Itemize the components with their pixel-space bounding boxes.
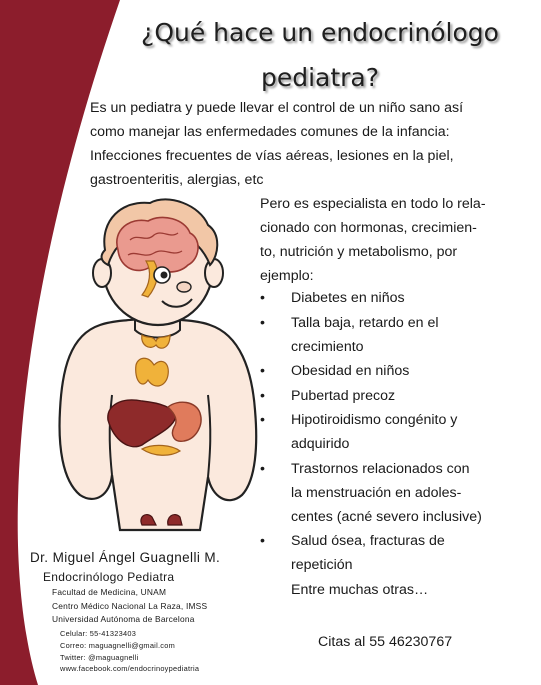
list-item: [260, 311, 535, 359]
list-item-text: centes (acné severo inclusive): [291, 508, 482, 525]
bullet-icon: •: [260, 387, 265, 404]
affiliation-item: Facultad de Medicina, UNAM: [52, 587, 167, 597]
list-item: [260, 359, 535, 383]
intro-line-4: gastroenteritis, alergias, etc: [90, 172, 264, 188]
intro-line-3: Infecciones frecuentes de vías aéreas, lesiones en la piel,: [90, 148, 454, 164]
specialty-line-2: cionado con hormonas, crecimien-: [260, 220, 477, 236]
contact-twitter: Twitter: @maguagnelli: [60, 652, 139, 662]
contact-facebook: www.facebook.com/endocrinoypediatria: [60, 664, 200, 674]
bullet-icon: •: [260, 314, 265, 331]
intro-line-2: como manejar las enfermedades comunes de la infancia:: [90, 124, 450, 140]
specialty-line-1: Pero es especialista en todo lo rela-: [260, 196, 486, 212]
list-item-text: Salud ósea, fracturas de: [291, 533, 445, 549]
affiliation-item: Universidad Autónoma de Barcelona: [52, 614, 195, 624]
list-item-text: la menstruación en adoles-: [291, 484, 462, 501]
list-item-text: repetición: [291, 557, 353, 573]
contact-email: Correo: maguagnelli@gmail.com: [60, 640, 175, 650]
list-item: [260, 529, 535, 577]
doctor-name: Dr. Miguel Ángel Guagnelli M.: [30, 550, 221, 565]
title-line-2: pediatra?: [260, 63, 380, 92]
list-item-text: Talla baja, retardo en el: [291, 314, 439, 331]
bullet-icon: •: [260, 533, 265, 549]
title-line-1: ¿Qué hace un endocrinólogo: [141, 18, 499, 47]
list-item-text: adquirido: [291, 436, 350, 452]
list-item-text: Pubertad precoz: [291, 387, 396, 404]
child-anatomy-illustration: [50, 195, 260, 535]
bullet-icon: •: [260, 460, 265, 477]
list-item: [260, 408, 535, 456]
list-item: [260, 457, 535, 529]
list-item-text: Hipotiroidismo congénito y: [291, 412, 458, 428]
intro-paragraph: [90, 96, 530, 192]
adrenal-gland-icon: [136, 358, 169, 386]
list-item-text: Trastornos relacionados con: [291, 460, 470, 477]
page-title: [110, 10, 530, 100]
intro-line-1: Es un pediatra y puede llevar el control de un niño sano así: [90, 100, 464, 116]
child-nose: [177, 282, 191, 292]
brain-icon: [117, 217, 198, 272]
affiliation-item: Centro Médico Nacional La Raza, IMSS: [52, 600, 208, 611]
examples-list: [260, 286, 535, 578]
bullet-icon: •: [260, 363, 265, 379]
list-item-text: Diabetes en niños: [291, 290, 405, 306]
right-ear: [205, 259, 223, 287]
specialty-line-4: ejemplo:: [260, 268, 314, 284]
doctor-contact: [60, 628, 199, 675]
list-item: [260, 286, 535, 310]
doctor-role: Endocrinólogo Pediatra: [43, 570, 175, 584]
contact-phone: Celular: 55-41323403: [60, 629, 137, 638]
doctor-affiliations: [52, 586, 207, 627]
specialty-line-3: to, nutrición y metabolismo, por: [260, 244, 458, 260]
list-item-text: crecimiento: [291, 338, 364, 355]
specialty-paragraph: [260, 192, 530, 288]
child-pupil: [161, 272, 168, 279]
bullet-icon: •: [260, 412, 265, 428]
bullet-icon: •: [260, 290, 265, 306]
others-text: Entre muchas otras…: [291, 582, 429, 598]
list-item-text: Obesidad en niños: [291, 363, 410, 379]
list-item: [260, 384, 535, 408]
appointments-phone: Citas al 55 46230767: [318, 634, 453, 650]
